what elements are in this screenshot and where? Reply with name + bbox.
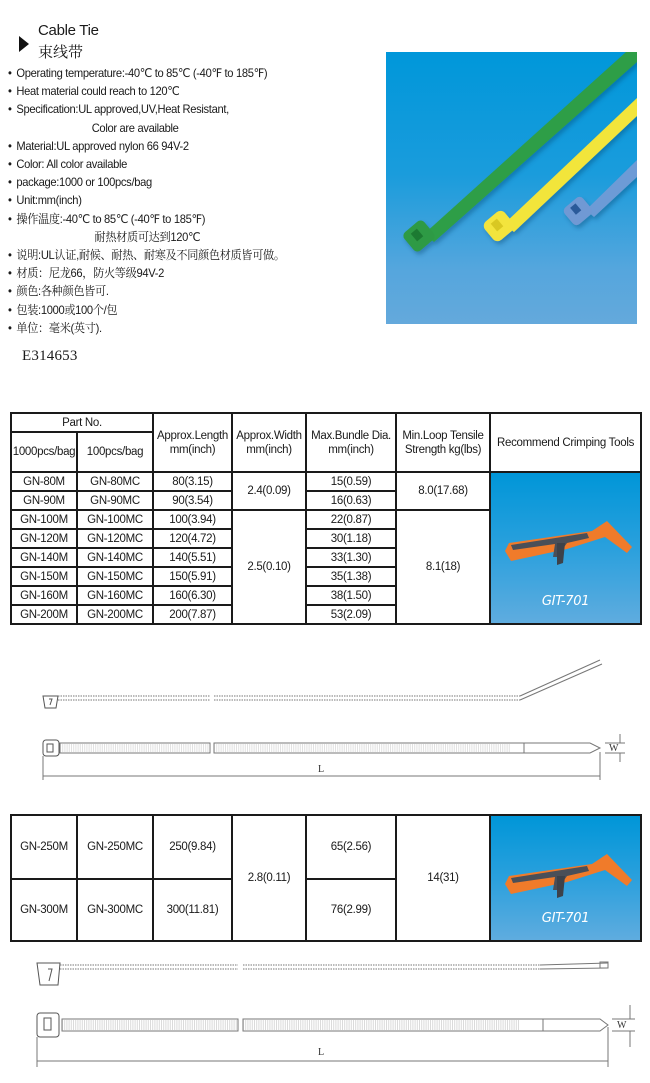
tensile-cell: 8.1(18) [396,510,490,624]
ul-certification-number: E314653 [22,348,78,364]
part-no-100: GN-200MC [77,605,153,624]
bullet-icon: • [8,175,12,190]
header-width: Approx.Width mm(inch) [232,413,306,472]
part-no-100: GN-140MC [77,548,153,567]
part-no-1000: GN-200M [11,605,77,624]
spec-text: 材质：尼龙66，防火等级94V-2 [16,266,165,281]
length-cell: 140(5.51) [153,548,232,567]
spec-item [8,319,352,337]
length-cell: 300(11.81) [153,879,232,941]
part-no-1000: GN-250M [11,815,77,879]
spec-item [8,264,352,282]
spec-item [8,82,352,100]
part-no-100: GN-300MC [77,879,153,941]
tool-model-label: GIT-701 [541,594,590,609]
header-100pcs: 100pcs/bag [77,432,153,472]
part-no-100: GN-160MC [77,586,153,605]
header-part-no: Part No. [11,413,153,432]
tie-side-view [37,962,608,985]
header-1000pcs: 1000pcs/bag [11,432,77,472]
crimping-tool-image [490,815,641,941]
product-title-en: Cable Tie [38,22,99,39]
tie-top-view [43,734,625,780]
part-no-100: GN-100MC [77,510,153,529]
bundle-cell: 65(2.56) [306,815,396,879]
spec-text: 包装:1000或100个/包 [16,302,118,317]
part-no-100: GN-250MC [77,815,153,879]
bundle-cell: 15(0.59) [306,472,396,491]
tool-model-label: GIT-701 [541,911,590,926]
spec-text: 单位：毫米(英寸). [16,320,102,335]
spec-item [8,100,352,118]
header-length: Approx.Length mm(inch) [153,413,232,472]
tie-side-view [43,660,602,708]
part-no-1000: GN-140M [11,548,77,567]
part-no-1000: GN-150M [11,567,77,586]
spec-text: 颜色:各种颜色皆可. [16,284,109,299]
header-crimping-tools: Recommend Crimping Tools [490,413,641,472]
cable-ties-illustration [386,52,637,324]
crimping-tool-icon [497,846,637,906]
spec-item [8,191,352,209]
bundle-cell: 30(1.18) [306,529,396,548]
bullet-icon: • [8,211,12,226]
part-no-1000: GN-100M [11,510,77,529]
part-no-100: GN-80MC [77,472,153,491]
spec-text: Operating temperature:-40℃ to 85℃ (-40℉ to 185℉) [16,66,268,80]
part-no-1000: GN-160M [11,586,77,605]
length-cell: 80(3.15) [153,472,232,491]
length-cell: 150(5.91) [153,567,232,586]
spec-item [8,246,352,264]
width-cell: 2.5(0.10) [232,510,306,624]
length-cell: 90(3.54) [153,491,232,510]
header-tensile-strength: Min.Loop Tensile Strength kg(lbs) [396,413,490,472]
part-no-1000: GN-120M [11,529,77,548]
length-cell: 200(7.87) [153,605,232,624]
bullet-icon: • [8,84,12,99]
tensile-cell: 8.0(17.68) [396,472,490,510]
part-no-100: GN-120MC [77,529,153,548]
length-cell: 160(6.30) [153,586,232,605]
bullet-icon: • [8,66,12,80]
width-dimension-label: W [609,743,619,754]
spec-item [8,173,352,191]
tensile-cell: 14(31) [396,815,490,941]
spec-text: Material:UL approved nylon 66 94V-2 [16,138,189,153]
spec-text: 操作温度:-40℃ to 85℃ (-40℉ to 185℉) [16,211,206,226]
table-row [11,472,641,491]
spec-item-continuation: Color are available [91,120,179,135]
spec-item [8,137,352,155]
bullet-icon: • [8,102,12,117]
bundle-cell: 38(1.50) [306,586,396,605]
bullet-icon: • [8,193,12,208]
spec-item [8,282,352,300]
spec-item [8,155,352,173]
length-cell: 250(9.84) [153,815,232,879]
spec-item-continuation: 耐热材质可达到120℃ [94,229,201,244]
part-no-1000: GN-300M [11,879,77,941]
part-no-1000: GN-80M [11,472,77,491]
cable-ties-photo [386,52,637,324]
triangle-bullet-icon [19,36,29,52]
part-no-1000: GN-90M [11,491,77,510]
bundle-cell: 76(2.99) [306,879,396,941]
bundle-cell: 53(2.09) [306,605,396,624]
bullet-icon: • [8,138,12,153]
bullet-icon: • [8,302,12,317]
spec-text: 说明:UL认证,耐候、耐热、耐寒及不同颜色材质皆可做。 [16,248,285,263]
cable-tie-drawing-small [0,652,650,787]
spec-text: Color: All color available [16,157,128,172]
bullet-icon: • [8,157,12,172]
spec-text: Unit:mm(inch) [16,193,82,208]
spec-item [8,64,352,82]
bullet-icon: • [8,320,12,335]
bundle-cell: 22(0.87) [306,510,396,529]
width-cell: 2.4(0.09) [232,472,306,510]
spec-text: Heat material could reach to 120℃ [16,84,180,99]
spec-table-small [10,412,642,625]
length-dimension-label: L [318,764,325,775]
cable-tie-drawing-large [0,955,650,1080]
spec-item [8,301,352,319]
spec-table-large [10,814,642,942]
length-cell: 120(4.72) [153,529,232,548]
bullet-icon: • [8,284,12,299]
bundle-cell: 16(0.63) [306,491,396,510]
crimping-tool-image [490,472,641,624]
product-title-zh: 束线带 [38,43,84,61]
spec-text: Specification:UL approved,UV,Heat Resistant, [16,102,229,117]
bullet-icon: • [8,266,12,281]
tie-top-view [37,1005,635,1067]
length-cell: 100(3.94) [153,510,232,529]
length-dimension-label: L [318,1047,325,1058]
part-no-100: GN-150MC [77,567,153,586]
spec-item [8,210,352,228]
header-bundle-dia: Max.Bundle Dia. mm(inch) [306,413,396,472]
width-cell: 2.8(0.11) [232,815,306,941]
spec-text: package:1000 or 100pcs/bag [16,175,152,190]
spec-list [8,64,378,337]
bundle-cell: 35(1.38) [306,567,396,586]
bundle-cell: 33(1.30) [306,548,396,567]
bullet-icon: • [8,248,12,263]
crimping-tool-icon [497,513,637,573]
part-no-100: GN-90MC [77,491,153,510]
width-dimension-label: W [617,1020,627,1031]
